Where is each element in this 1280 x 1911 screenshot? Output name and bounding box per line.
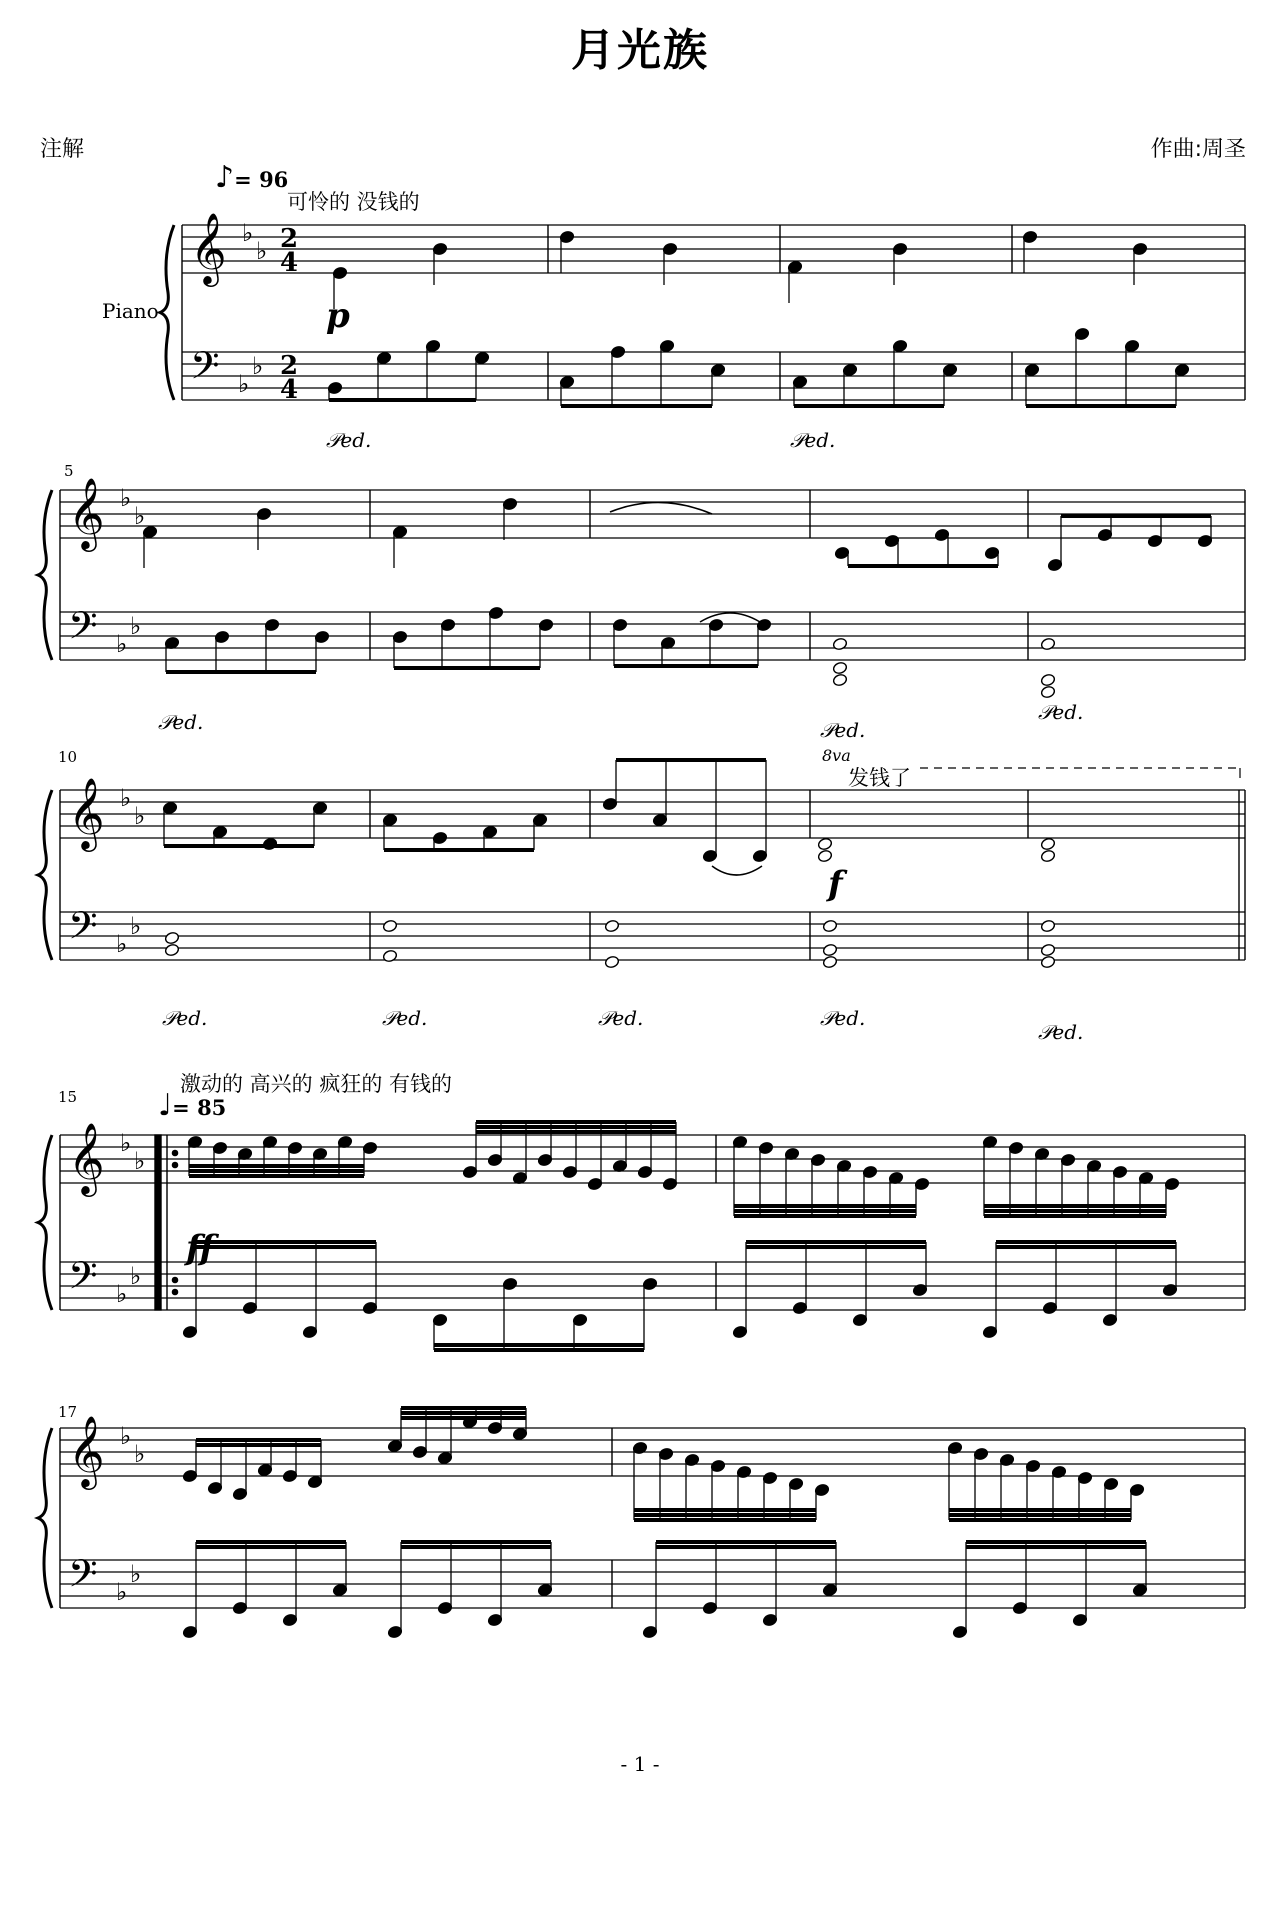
- measure-number-5: 5: [64, 462, 74, 480]
- measure-number-10: 10: [58, 748, 78, 766]
- note-head: [817, 837, 833, 851]
- flat-icon: ♭: [238, 370, 250, 398]
- stems-and-beams: [144, 237, 1240, 1632]
- pedal-mark: 𝒫𝑒𝑑.: [820, 718, 866, 742]
- slur: [610, 502, 712, 514]
- flat-icon: ♭: [130, 912, 142, 940]
- bass-clef-icon: 𝄢: [190, 343, 220, 397]
- barlines: [38, 225, 1245, 1608]
- note-head: [604, 919, 620, 933]
- dynamic-forte: f: [828, 864, 843, 904]
- treble-clef-icon: 𝄞: [68, 1121, 105, 1194]
- flat-icon: ♭: [130, 1560, 142, 1588]
- treble-clef-icon: 𝄞: [68, 776, 105, 849]
- pedal-mark: 𝒫𝑒𝑑.: [598, 1006, 644, 1030]
- note-head: [822, 955, 838, 969]
- dynamic-fortissimo: ff: [186, 1228, 215, 1268]
- measure-number-17: 17: [58, 1403, 78, 1421]
- instrument-name: Piano: [102, 299, 159, 323]
- pedal-mark: 𝒫𝑒𝑑.: [162, 1006, 208, 1030]
- brace: [38, 1135, 52, 1310]
- pedal-mark: 𝒫𝑒𝑑.: [158, 710, 204, 734]
- flat-icon: ♭: [130, 612, 142, 640]
- page-number: - 1 -: [620, 1752, 660, 1776]
- tempo-value-1: = 96: [234, 167, 289, 192]
- note-head: [817, 849, 833, 863]
- bass-clef-icon: 𝄢: [68, 603, 98, 657]
- pedal-mark: 𝒫𝑒𝑑.: [820, 1006, 866, 1030]
- pedal-mark: 𝒫𝑒𝑑.: [790, 428, 836, 452]
- pedal-mark: 𝒫𝑒𝑑.: [382, 1006, 428, 1030]
- clefs: [68, 211, 298, 1606]
- note-head: [164, 931, 180, 945]
- flat-icon: ♭: [134, 502, 146, 530]
- flat-icon: ♭: [120, 484, 132, 512]
- flat-icon: ♭: [130, 1262, 142, 1290]
- note-head: [1040, 837, 1056, 851]
- note-head: [604, 955, 620, 969]
- slur: [700, 613, 760, 622]
- brace: [38, 790, 52, 960]
- dynamic-piano: p: [326, 296, 350, 336]
- flat-icon: ♭: [134, 1440, 146, 1468]
- bass-clef-icon: 𝄢: [68, 903, 98, 957]
- ts-bass-top: 2: [280, 351, 299, 381]
- note-head: [1040, 919, 1056, 933]
- note-head: [822, 943, 838, 957]
- note-head: [822, 919, 838, 933]
- flat-icon: ♭: [134, 802, 146, 830]
- note-head: [1040, 955, 1056, 969]
- brace: [38, 1428, 52, 1608]
- note-head: [832, 673, 848, 687]
- eighth-note-icon: ♪: [215, 160, 235, 195]
- note-head: [1040, 685, 1056, 699]
- score-title: 月光族: [571, 25, 709, 76]
- note-head: [1040, 637, 1056, 651]
- expression-text-1: 可怜的 没钱的: [287, 190, 420, 214]
- slur: [712, 866, 762, 875]
- ottava-mark: 8va: [822, 746, 851, 765]
- treble-clef-icon: 𝄞: [190, 211, 227, 284]
- repeat-dot: [172, 1277, 177, 1282]
- note-head: [164, 943, 180, 957]
- flat-icon: ♭: [120, 784, 132, 812]
- note-head: [832, 661, 848, 675]
- expression-text-3: 激动的 高兴的 疯狂的 有钱的: [180, 1072, 453, 1096]
- flat-icon: ♭: [116, 630, 128, 658]
- note-head: [382, 919, 398, 933]
- pedal-mark: 𝒫𝑒𝑑.: [326, 428, 372, 452]
- note-head: [382, 949, 398, 963]
- flat-icon: ♭: [256, 237, 268, 265]
- treble-clef-icon: 𝄞: [68, 1414, 105, 1487]
- expression-text-2: 发钱了: [848, 766, 911, 790]
- brace: [38, 490, 52, 660]
- brace: [160, 225, 174, 400]
- flat-icon: ♭: [116, 1280, 128, 1308]
- note-head: [1040, 943, 1056, 957]
- flat-icon: ♭: [120, 1422, 132, 1450]
- repeat-thick-bar: [155, 1135, 161, 1310]
- flat-icon: ♭: [134, 1147, 146, 1175]
- note-head: [832, 637, 848, 651]
- quarter-note-icon: ♩: [158, 1088, 173, 1123]
- measure-number-15: 15: [58, 1088, 78, 1106]
- composer-credit: 作曲:周圣: [1150, 137, 1246, 162]
- flat-icon: ♭: [120, 1129, 132, 1157]
- note-head: [1040, 849, 1056, 863]
- repeat-dot: [172, 1150, 177, 1155]
- staff-lines: [60, 225, 1245, 1608]
- ts-bass-bottom: 4: [280, 375, 299, 405]
- flat-icon: ♭: [116, 1578, 128, 1606]
- flat-icon: ♭: [116, 930, 128, 958]
- ts-treble-bottom: 4: [280, 248, 299, 278]
- pedal-mark: 𝒫𝑒𝑑.: [1038, 1020, 1084, 1044]
- ts-treble-top: 2: [280, 224, 299, 254]
- annotation-label: 注解: [40, 137, 85, 162]
- bass-clef-icon: 𝄢: [68, 1551, 98, 1605]
- note-head: [1040, 673, 1056, 687]
- bass-clef-icon: 𝄢: [68, 1253, 98, 1307]
- flat-icon: ♭: [252, 352, 264, 380]
- repeat-dot: [172, 1162, 177, 1167]
- repeat-dot: [172, 1289, 177, 1294]
- pedal-mark: 𝒫𝑒𝑑.: [1038, 700, 1084, 724]
- treble-clef-icon: 𝄞: [68, 476, 105, 549]
- flat-icon: ♭: [242, 219, 254, 247]
- tempo-value-2: = 85: [172, 1095, 227, 1120]
